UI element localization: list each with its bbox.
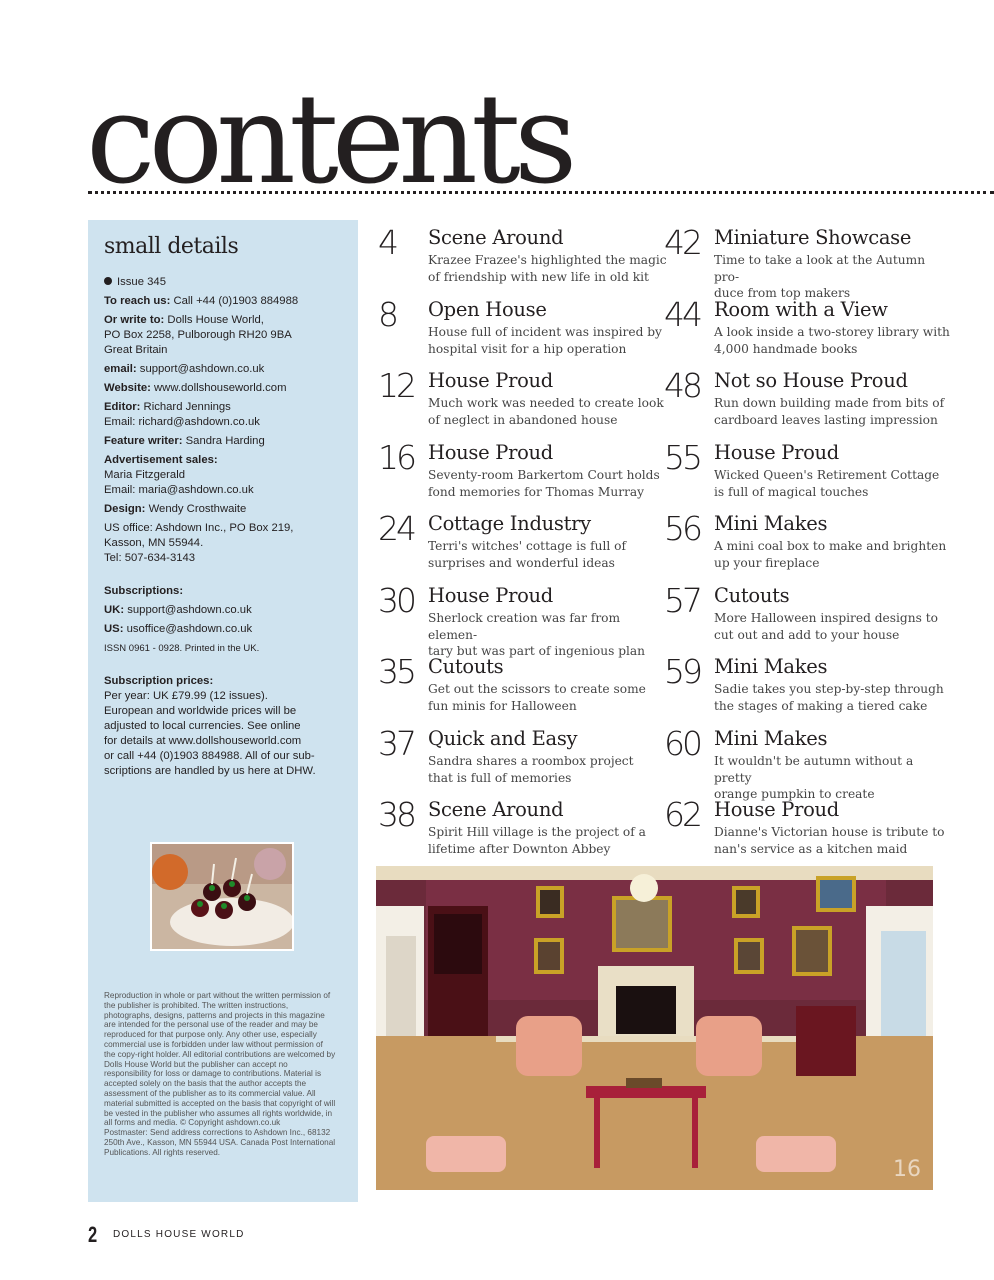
issue-line: Issue 345 <box>104 275 342 290</box>
entry-title: Mini Makes <box>714 655 828 678</box>
subscriptions-heading: Subscriptions: <box>104 585 184 597</box>
feature-writer-line: Feature writer: Sandra Harding <box>104 435 265 447</box>
uk-subs-line: UK: support@ashdown.co.uk <box>104 604 252 616</box>
contents-entry[interactable] <box>378 439 668 505</box>
entry-description: House full of incident was inspired by hospital visit for a hip operation <box>428 325 662 356</box>
uk-email-link[interactable]: support@ashdown.co.uk <box>127 604 252 616</box>
entry-title: House Proud <box>428 441 553 464</box>
contents-entry[interactable] <box>378 581 668 658</box>
email-line: email: support@ashdown.co.uk <box>104 363 265 375</box>
prices-line: adjusted to local currencies. See online <box>104 720 301 732</box>
write-to: Or write to: Dolls House World, <box>104 314 264 326</box>
entry-description: Much work was needed to create look of neglect in abandoned house <box>428 396 664 427</box>
entry-description: Spirit Hill village is the project of a lifetime after Downton Abbey <box>428 825 646 856</box>
page-number: 59 <box>664 652 700 691</box>
contents-entry[interactable] <box>664 724 954 801</box>
toffee-apples-photo <box>150 842 294 951</box>
entry-title: House Proud <box>714 441 839 464</box>
bullet-icon <box>104 277 112 285</box>
page-number: 42 <box>664 223 700 262</box>
ad-sales-name: Maria Fitzgerald <box>104 469 185 481</box>
entry-description: A look inside a two-storey library with 4,000 handmade books <box>714 325 950 356</box>
editor-email: Email: richard@ashdown.co.uk <box>104 416 260 428</box>
design-line: Design: Wendy Crosthwaite <box>104 503 247 515</box>
ad-sales-label: Advertisement sales: <box>104 454 218 466</box>
entry-description: Sherlock creation was far from elemen- tary but was part of ingenious plan <box>428 611 646 658</box>
entry-description: A mini coal box to make and brighten up your fireplace <box>714 539 947 570</box>
page-title: contents <box>86 68 571 212</box>
address-line: PO Box 2258, Pulborough RH20 9BA <box>104 329 292 341</box>
issn-line: ISSN 0961 - 0928. Printed in the UK. <box>104 643 260 654</box>
us-email-link[interactable]: usoffice@ashdown.co.uk <box>126 623 253 635</box>
small-details-heading: small details <box>104 234 239 259</box>
dolls-house-room-photo <box>376 866 933 1190</box>
page-number: 38 <box>378 795 414 834</box>
prices-line: for details at www.dollshouseworld.com <box>104 735 302 747</box>
contents-entry[interactable] <box>378 725 668 791</box>
page-number: 16 <box>378 438 414 477</box>
entry-title: Mini Makes <box>714 727 828 750</box>
contents-entry[interactable] <box>378 367 668 433</box>
entry-title: Mini Makes <box>714 512 828 535</box>
photo-page-ref: 16 <box>893 1157 921 1182</box>
page-number: 35 <box>378 652 414 691</box>
legal-notice: Reproduction in whole or part without the written permission of the publisher is prohibited. The written instructions, photographs, designs, patterns and projects in this magazine are intended for the personal use of the reader and may be reproduced for that purpose only. Any other use, especially commercial use is forbidden under law without permission of the copy-right holder. All editorial contributions are welcomed by Dolls House World but the publisher can accept no responsibility for loss or damage to contributions. Material is accepted solely on the basis that the author accepts the assessment of the publisher as to its commercial value. All material submitted is accepted on the basis that copyright of will be vested in the publisher who assumes all rights worldwide, in all forms and media. © Copyright ashdown.co.uk Postmaster: Send address corrections to Ashdown Inc., 68132 250th Ave., Kasson, MN 55944 USA. Canada Post International Publications. All rights reserved. <box>104 991 336 1157</box>
page-number: 62 <box>664 795 700 834</box>
contents-entry[interactable] <box>664 439 954 505</box>
entry-title: Quick and Easy <box>428 727 578 750</box>
page-number: 4 <box>378 223 396 262</box>
page-number: 24 <box>378 509 414 548</box>
ad-sales-email: Email: maria@ashdown.co.uk <box>104 484 254 496</box>
entry-title: Open House <box>428 298 547 321</box>
contents-entry[interactable] <box>664 582 954 648</box>
entry-description: Sadie takes you step-by-step through the stages of making a tiered cake <box>714 682 944 713</box>
entry-description: Run down building made from bits of cardboard leaves lasting impression <box>714 396 945 427</box>
entry-title: House Proud <box>714 798 839 821</box>
entry-description: Terri's witches' cottage is full of surprises and wonderful ideas <box>428 539 627 570</box>
entry-title: Room with a View <box>714 298 888 321</box>
entry-title: Cutouts <box>428 655 504 678</box>
entry-description: Time to take a look at the Autumn pro- duce from top makers <box>714 253 926 300</box>
address-line: Great Britain <box>104 344 168 356</box>
entry-title: House Proud <box>428 369 553 392</box>
website-line: Website: www.dollshouseworld.com <box>104 382 287 394</box>
entry-description: Wicked Queen's Retirement Cottage is full of magical touches <box>714 468 940 499</box>
contents-entry[interactable] <box>664 223 954 300</box>
contents-entry[interactable] <box>378 653 668 719</box>
contents-entry[interactable] <box>378 796 668 862</box>
prices-line: scriptions are handled by us here at DHW. <box>104 765 316 777</box>
prices-heading: Subscription prices: <box>104 675 214 687</box>
us-office-line: Tel: 507-634-3143 <box>104 552 196 564</box>
entry-title: Miniature Showcase <box>714 226 912 249</box>
magazine-name: DOLLS HOUSE WORLD <box>113 1229 245 1240</box>
page-number: 60 <box>664 724 700 763</box>
us-subs-line: US: usoffice@ashdown.co.uk <box>104 623 253 635</box>
folio-page-number: 2 <box>88 1222 98 1247</box>
page-number: 30 <box>378 581 414 620</box>
page-number: 48 <box>664 366 700 405</box>
contents-entry[interactable] <box>664 510 954 576</box>
room-illustration <box>376 866 933 1190</box>
reach-us: To reach us: Call +44 (0)1903 884988 <box>104 295 299 307</box>
contents-entry[interactable] <box>378 296 668 362</box>
entry-description: It wouldn't be autumn without a pretty orange pumpkin to create <box>714 754 914 801</box>
entry-description: Seventy-room Barkertom Court holds fond memories for Thomas Murray <box>428 468 660 499</box>
editor-line: Editor: Richard Jennings <box>104 401 231 413</box>
entry-description: Dianne's Victorian house is tribute to nan's service as a kitchen maid <box>714 825 945 856</box>
prices-line: Per year: UK £79.99 (12 issues). <box>104 690 268 702</box>
page-number: 44 <box>664 295 700 334</box>
page-number: 12 <box>378 366 414 405</box>
contents-entry[interactable] <box>378 510 668 576</box>
email-link[interactable]: support@ashdown.co.uk <box>139 363 265 375</box>
contents-entry[interactable] <box>664 296 954 362</box>
us-office-line: US office: Ashdown Inc., PO Box 219, <box>104 522 294 534</box>
contents-entry[interactable] <box>664 367 954 433</box>
page-number: 37 <box>378 724 414 763</box>
entry-title: Scene Around <box>428 226 564 249</box>
page-number: 8 <box>378 295 396 334</box>
us-office-line: Kasson, MN 55944. <box>104 537 204 549</box>
contents-entry[interactable] <box>664 653 954 719</box>
prices-line: European and worldwide prices will be <box>104 705 297 717</box>
page-number: 57 <box>664 581 700 620</box>
entry-title: Scene Around <box>428 798 564 821</box>
entry-title: Not so House Proud <box>714 369 908 392</box>
entry-description: More Halloween inspired designs to cut out and add to your house <box>714 611 938 642</box>
entry-description: Krazee Frazee's highlighted the magic of friendship with new life in old kit <box>428 253 667 284</box>
entry-description: Get out the scissors to create some fun minis for Halloween <box>428 682 646 713</box>
toffee-apples-illustration <box>152 844 292 949</box>
postmaster-notice: Postmaster: Send address corrections to Ashdown Inc., 68132 250th Ave., Kasson, MN 55944 USA. Canada Post International Publications. All rights reserved. <box>104 1128 336 1157</box>
dotted-divider <box>88 191 994 194</box>
entry-description: Sandra shares a roombox project that is full of memories <box>428 754 634 785</box>
prices-line: or call +44 (0)1903 884988. All of our sub- <box>104 750 315 762</box>
entry-title: Cottage Industry <box>428 512 591 535</box>
entry-title: Cutouts <box>714 584 790 607</box>
page-number: 56 <box>664 509 700 548</box>
page-number: 55 <box>664 438 700 477</box>
website-link[interactable]: www.dollshouseworld.com <box>154 382 287 394</box>
contents-entry[interactable] <box>664 796 954 862</box>
contents-entry[interactable] <box>378 224 668 290</box>
entry-title: House Proud <box>428 584 553 607</box>
